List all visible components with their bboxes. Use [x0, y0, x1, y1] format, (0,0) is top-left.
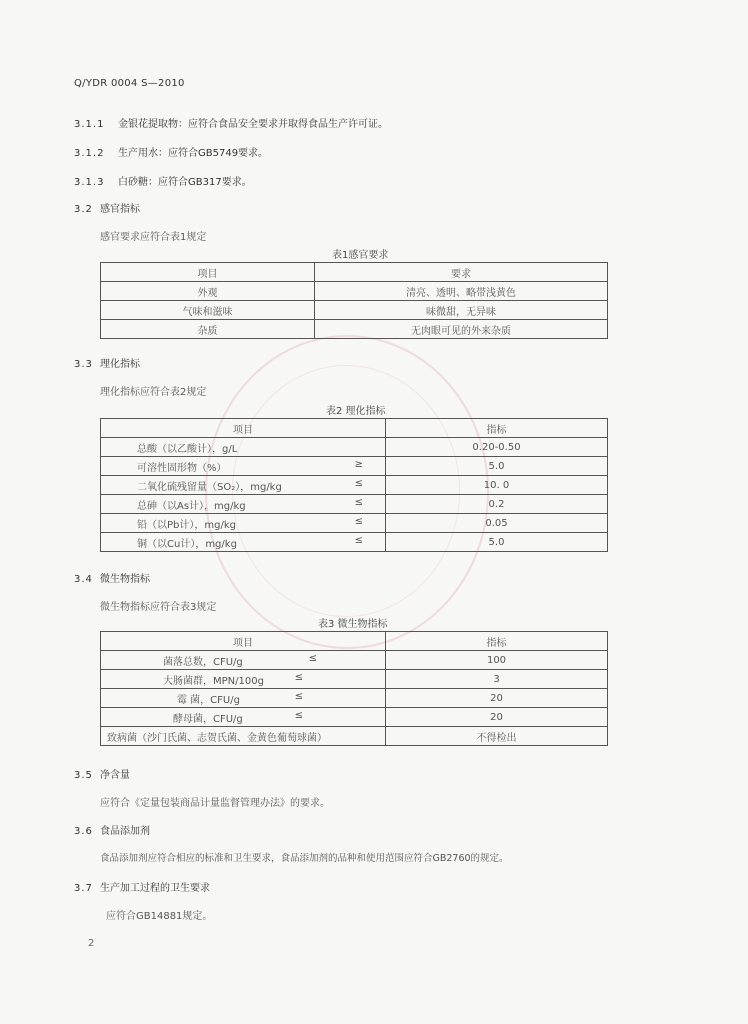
clause-3-1-2: [74, 144, 268, 159]
table-header-cell: 要求: [315, 263, 608, 282]
table-cell: 3: [386, 670, 608, 689]
table-cell: 无肉眼可见的外来杂质: [315, 320, 608, 339]
clause-number: 3.1.2: [74, 148, 105, 159]
table1-caption: 表1感官要求: [332, 250, 389, 261]
table-cell: 气味和滋味: [101, 301, 315, 320]
table-cell: [101, 457, 386, 476]
table-cell: 味微甜，无异味: [315, 301, 608, 320]
item-label: 菌落总数，CFU/g: [163, 656, 243, 668]
item-label: 大肠菌群，MPN/100g: [163, 675, 264, 687]
table-row: [101, 476, 608, 495]
table-header-cell: 项目: [101, 419, 386, 438]
table-row: [101, 438, 608, 457]
section-3-3-heading: [74, 355, 140, 370]
item-label: 铅（以Pb计），mg/kg: [137, 519, 236, 531]
comparison-operator: ≤: [308, 652, 317, 664]
comparison-operator: ≤: [354, 515, 363, 527]
comparison-operator: ≤: [354, 534, 363, 546]
section-3-5-text: 应符合《定量包装商品计量监督管理办法》的要求。: [100, 798, 330, 809]
page-number: 2: [88, 938, 95, 949]
section-3-3-text: 理化指标应符合表2规定: [100, 387, 207, 398]
comparison-operator: ≤: [354, 496, 363, 508]
section-title: 微生物指标: [100, 574, 150, 585]
section-title: 食品添加剂: [100, 826, 150, 837]
item-label: 二氧化硫残留量（SO₂），mg/kg: [137, 481, 282, 493]
clause-number: 3.1.1: [74, 119, 105, 130]
table-cell: [101, 533, 386, 552]
section-3-4-text: 微生物指标应符合表3规定: [100, 602, 217, 613]
table2-physicochemical: [100, 418, 608, 552]
clause-number: 3.1.3: [74, 177, 105, 188]
table-header-cell: 项目: [101, 632, 386, 651]
section-number: 3.6: [74, 826, 93, 837]
clause-3-1-3: [74, 173, 252, 188]
table-cell: 清亮、透明、略带浅黄色: [315, 282, 608, 301]
table-cell: [101, 514, 386, 533]
section-number: 3.2: [74, 204, 93, 215]
item-label: 总砷（以As计），mg/kg: [137, 500, 246, 512]
table3-caption: 表3 微生物指标: [318, 619, 388, 630]
table-cell: 杂质: [101, 320, 315, 339]
table-cell: 0.05: [386, 514, 608, 533]
section-number: 3.5: [74, 770, 93, 781]
table-cell: 20: [386, 689, 608, 708]
section-3-6-heading: [74, 822, 150, 837]
section-title: 理化指标: [100, 359, 140, 370]
table-cell: 5.0: [386, 533, 608, 552]
clause-text: 生产用水：应符合GB5749要求。: [118, 148, 269, 159]
table-row: [101, 689, 608, 708]
item-label: 致病菌（沙门氏菌、志贺氏菌、金黄色葡萄球菌）: [107, 732, 327, 744]
table-row: [101, 533, 608, 552]
item-label: 铜（以Cu计），mg/kg: [137, 538, 237, 550]
comparison-operator: ≤: [294, 690, 303, 702]
comparison-operator: ≤: [294, 709, 303, 721]
section-3-4-heading: [74, 570, 150, 585]
item-label: 可溶性固形物（%）: [137, 462, 227, 474]
section-3-7-heading: [74, 879, 210, 894]
table-cell: [101, 727, 386, 746]
table-cell: 20: [386, 708, 608, 727]
table-header-row: [101, 263, 608, 282]
item-label: 霉 菌，CFU/g: [177, 694, 240, 706]
section-number: 3.4: [74, 574, 93, 585]
table-cell: 100: [386, 651, 608, 670]
section-number: 3.3: [74, 359, 93, 370]
clause-text: 白砂糖：应符合GB317要求。: [118, 177, 252, 188]
section-3-6-text: 食品添加剂应符合相应的标准和卫生要求，食品添加剂的品种和使用范围应符合GB2760的规定。: [100, 853, 509, 864]
table-row: [101, 282, 608, 301]
table-cell: [101, 438, 386, 457]
table-header-cell: 指标: [386, 419, 608, 438]
table-header-row: [101, 419, 608, 438]
section-title: 感官指标: [100, 204, 140, 215]
table-header-row: [101, 632, 608, 651]
section-title: 净含量: [100, 770, 130, 781]
table2-caption: 表2 理化指标: [326, 406, 386, 417]
table-header-cell: 指标: [386, 632, 608, 651]
table-row: [101, 670, 608, 689]
table-header-cell: 项目: [101, 263, 315, 282]
table-cell: [101, 689, 386, 708]
table-row: [101, 651, 608, 670]
table-cell: [101, 670, 386, 689]
table-row: [101, 514, 608, 533]
clause-text: 金银花提取物：应符合食品安全要求并取得食品生产许可证。: [118, 119, 388, 130]
comparison-operator: ≥: [354, 458, 363, 470]
table-row: [101, 727, 608, 746]
table-cell: 外观: [101, 282, 315, 301]
table-row: [101, 708, 608, 727]
section-3-5-heading: [74, 766, 130, 781]
item-label: 总酸（以乙酸计），g/L: [137, 443, 238, 455]
table-row: [101, 457, 608, 476]
table-row: [101, 495, 608, 514]
table-cell: 0.2: [386, 495, 608, 514]
table1-sensory: [100, 262, 608, 339]
table-cell: 10. 0: [386, 476, 608, 495]
table-cell: 5.0: [386, 457, 608, 476]
table-cell: [101, 651, 386, 670]
section-3-7-text: 应符合GB14881规定。: [106, 911, 213, 922]
table-cell: [101, 708, 386, 727]
table-cell: [101, 476, 386, 495]
table-row: [101, 320, 608, 339]
clause-3-1-1: [74, 115, 388, 130]
item-label: 酵母菌，CFU/g: [173, 713, 243, 725]
comparison-operator: ≤: [294, 671, 303, 683]
table3-microbiological: [100, 631, 608, 746]
comparison-operator: ≤: [354, 477, 363, 489]
table-cell: 不得检出: [386, 727, 608, 746]
section-title: 生产加工过程的卫生要求: [100, 883, 210, 894]
section-number: 3.7: [74, 883, 93, 894]
section-3-2-heading: [74, 200, 140, 215]
section-3-2-text: 感官要求应符合表1规定: [100, 232, 207, 243]
table-cell: [101, 495, 386, 514]
table-cell: 0.20-0.50: [386, 438, 608, 457]
table-row: [101, 301, 608, 320]
standard-code: Q/YDR 0004 S—2010: [74, 78, 185, 89]
